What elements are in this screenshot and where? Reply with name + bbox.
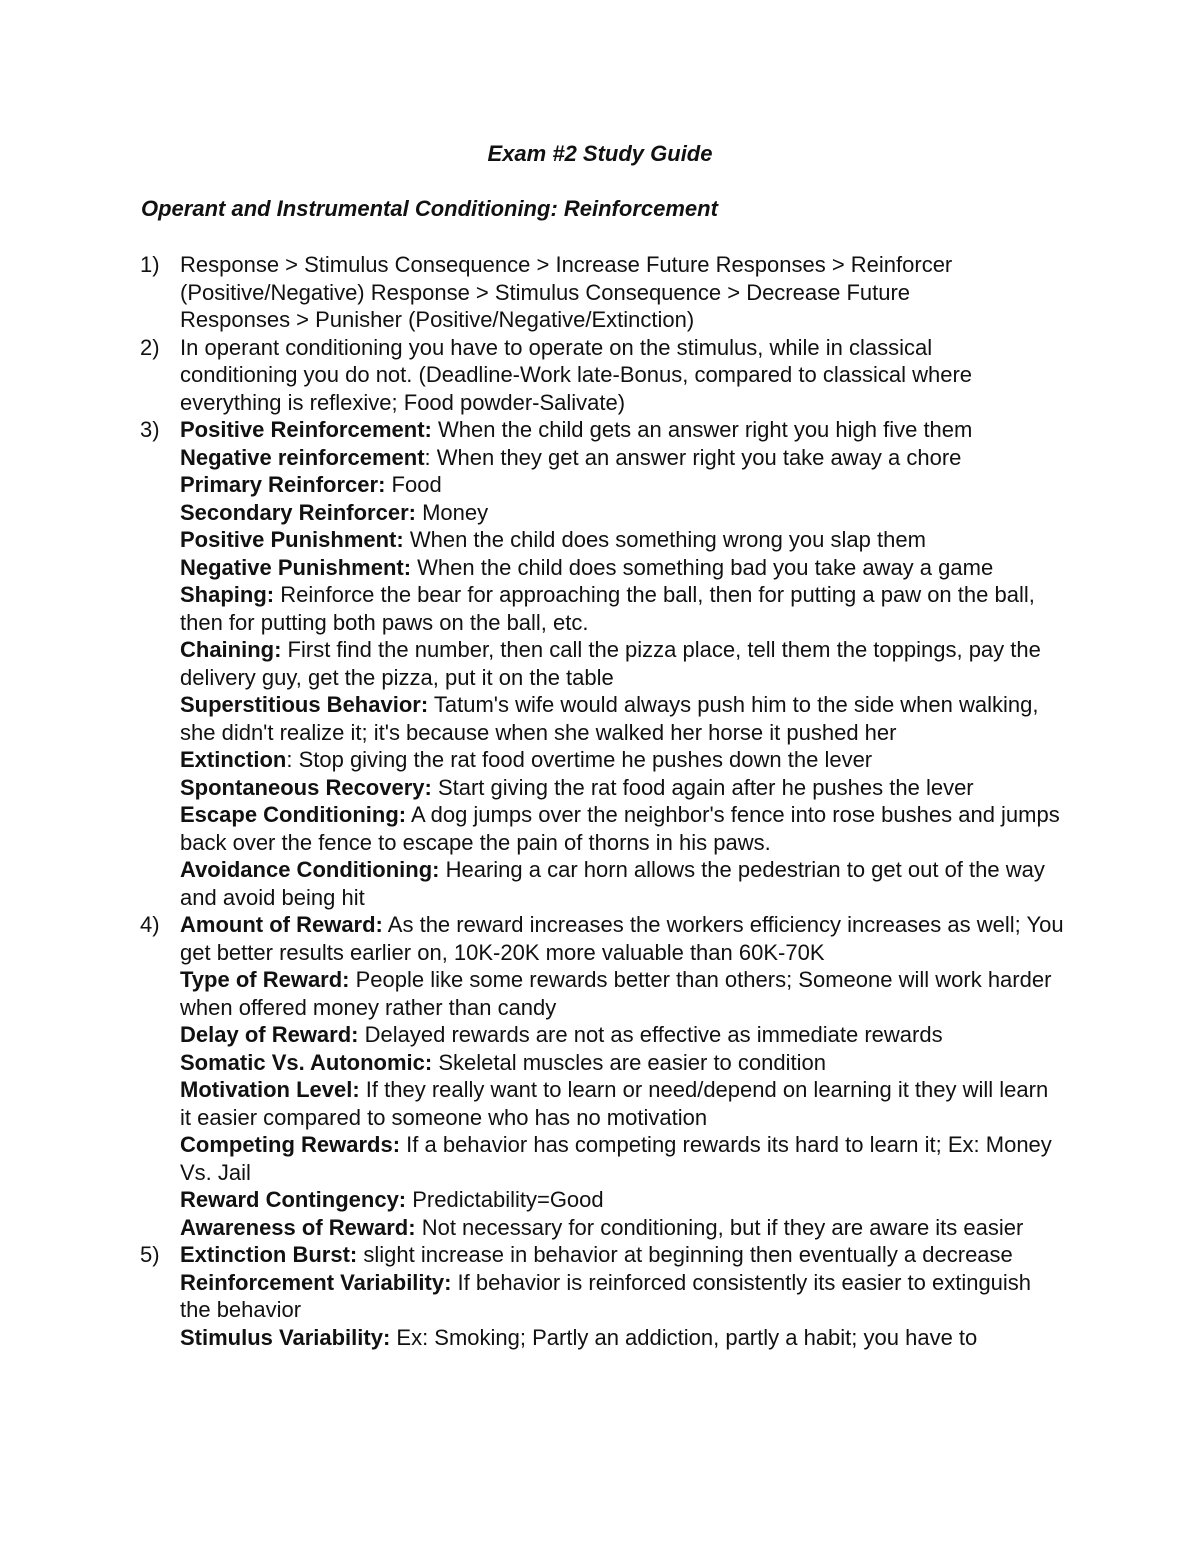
term-entry <box>180 1214 1065 1242</box>
term-label: Extinction Burst: <box>180 1242 358 1267</box>
term-label: Extinction <box>180 747 287 772</box>
term-entry <box>180 774 1065 802</box>
term-definition: : When they get an answer right you take away a chore <box>424 444 962 470</box>
term-label: Negative Punishment: <box>180 554 412 580</box>
term-label: Awareness of Reward: <box>180 1214 416 1240</box>
list-item-5 <box>140 1241 1065 1351</box>
document-title: Exam #2 Study Guide <box>487 141 713 166</box>
item-number: 3) <box>140 417 160 442</box>
term-label: Chaining: <box>180 637 282 662</box>
item-text-line: Response > Stimulus Consequence > Increase Future Responses > Reinforcer <box>180 252 953 277</box>
term-entry <box>180 499 1065 527</box>
term-definition: : Stop giving the rat food overtime he pushes down the lever <box>286 747 873 772</box>
term-entry <box>180 856 1065 911</box>
term-entry <box>180 1241 1065 1269</box>
term-entry <box>180 581 1065 636</box>
term-entry <box>180 746 1065 774</box>
term-entry <box>180 1269 1065 1324</box>
term-definition: Reinforce the bear for approaching the ball, then for putting a paw on the ball, then for putting both paws on the ball, etc. <box>180 582 1035 635</box>
term-definition: A dog jumps over the neighbor's fence into rose bushes and jumps back over the fence to escape the pain of thorns in his paws. <box>180 802 1060 855</box>
item-text-line: (Positive/Negative) Response > Stimulus Consequence > Decrease Future <box>180 279 911 305</box>
term-label: Amount of Reward: <box>180 912 383 937</box>
term-definition: As the reward increases the workers efficiency increases as well; You get better results earlier on, 10K-20K more valuable than 60K-70K <box>180 912 1064 965</box>
term-label: Stimulus Variability: <box>180 1324 391 1350</box>
term-label: Escape Conditioning: <box>180 802 407 827</box>
term-entry <box>180 911 1065 966</box>
term-definition: Start giving the rat food again after he pushes the lever <box>431 774 974 800</box>
term-entry <box>180 416 1065 444</box>
term-definition: People like some rewards better than others; Someone will work harder when offered money rather than candy <box>180 967 1052 1020</box>
term-label: Negative reinforcement <box>180 444 425 470</box>
term-definition: Skeletal muscles are easier to condition <box>432 1049 826 1075</box>
term-entry <box>180 1021 1065 1049</box>
list-item-4 <box>140 911 1065 1241</box>
term-label: Avoidance Conditioning: <box>180 857 440 882</box>
term-label: Spontaneous Recovery: <box>180 774 432 800</box>
term-label: Positive Punishment: <box>180 527 404 552</box>
term-definition: Predictability=Good <box>406 1187 604 1212</box>
item-text-line: everything is reflexive; Food powder-Salivate) <box>180 389 626 415</box>
term-label: Competing Rewards: <box>180 1132 401 1157</box>
term-definition: First find the number, then call the pizza place, tell them the toppings, pay the delivery guy, get the pizza, put it on the table <box>180 637 1041 690</box>
term-entry <box>180 1049 1065 1077</box>
term-definition: When the child does something wrong you slap them <box>403 527 926 552</box>
item-number: 5) <box>140 1242 160 1267</box>
list-item-1 <box>140 251 1065 334</box>
term-entry <box>180 1131 1065 1186</box>
term-label: Delay of Reward: <box>180 1022 359 1047</box>
term-definition: Tatum's wife would always push him to the side when walking, she didn't realize it; it's because when she walked her horse it pushed her <box>180 692 1039 745</box>
term-definition: When the child gets an answer right you high five them <box>431 417 973 442</box>
term-label: Somatic Vs. Autonomic: <box>180 1049 433 1075</box>
term-definition: Hearing a car horn allows the pedestrian to get out of the way and avoid being hit <box>180 857 1045 910</box>
term-entry <box>180 966 1065 1021</box>
term-label: Secondary Reinforcer: <box>180 499 416 525</box>
term-entry <box>180 526 1065 554</box>
term-label: Motivation Level: <box>180 1077 360 1102</box>
item-number: 2) <box>140 334 160 360</box>
term-definition: Money <box>415 499 489 525</box>
term-definition: Ex: Smoking; Partly an addiction, partly a habit; you have to <box>390 1324 978 1350</box>
term-entry <box>180 1186 1065 1214</box>
term-definition: If they really want to learn or need/depend on learning it they will learn it easier compared to someone who has no motivation <box>180 1077 1049 1130</box>
term-definition: If a behavior has competing rewards its hard to learn it; Ex: Money Vs. Jail <box>180 1132 1052 1185</box>
item-text-line: conditioning you do not. (Deadline-Work late-Bonus, compared to classical where <box>180 362 973 387</box>
term-entry <box>180 1076 1065 1131</box>
item-text-line: Responses > Punisher (Positive/Negative/Extinction) <box>180 307 695 332</box>
term-definition: When the child does something bad you take away a game <box>411 554 994 580</box>
term-definition: slight increase in behavior at beginning then eventually a decrease <box>357 1242 1013 1267</box>
term-definition: Food <box>385 472 442 497</box>
term-entry <box>180 1324 1065 1352</box>
list-item-2 <box>140 334 1065 417</box>
term-label: Type of Reward: <box>180 967 350 992</box>
term-label: Reward Contingency: <box>180 1187 407 1212</box>
term-definition: Delayed rewards are not as effective as immediate rewards <box>358 1022 943 1047</box>
term-entry <box>180 444 1065 472</box>
term-entry <box>180 636 1065 691</box>
term-label: Positive Reinforcement: <box>180 417 432 442</box>
item-text-line: In operant conditioning you have to operate on the stimulus, while in classical <box>180 334 933 360</box>
item-number: 1) <box>140 252 160 277</box>
term-label: Shaping: <box>180 582 275 607</box>
term-label: Primary Reinforcer: <box>180 472 386 497</box>
term-label: Superstitious Behavior: <box>180 692 429 717</box>
term-definition: Not necessary for conditioning, but if they are aware its easier <box>415 1214 1024 1240</box>
term-definition: If behavior is reinforced consistently its easier to extinguish the behavior <box>180 1269 1032 1322</box>
study-list <box>140 251 1065 1351</box>
item-number: 4) <box>140 912 160 937</box>
term-entry <box>180 801 1065 856</box>
term-entry <box>180 554 1065 582</box>
term-label: Reinforcement Variability: <box>180 1269 452 1295</box>
term-entry <box>180 691 1065 746</box>
list-item-3 <box>140 416 1065 911</box>
term-entry <box>180 471 1065 499</box>
section-heading: Operant and Instrumental Conditioning: Reinforcement <box>141 196 718 221</box>
